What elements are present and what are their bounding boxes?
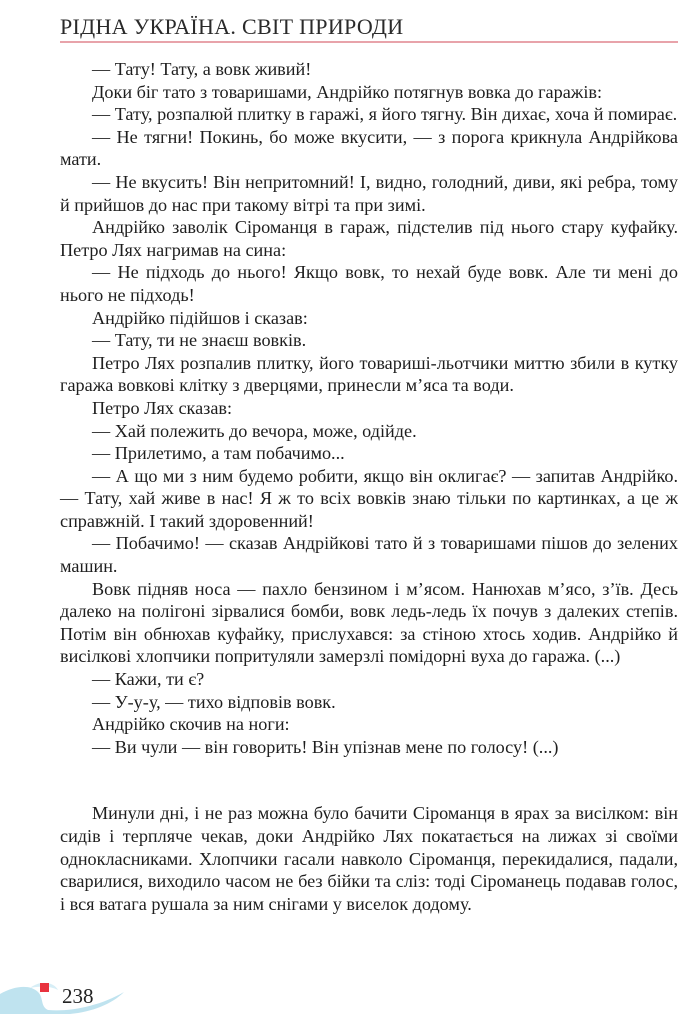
page-number: 238 [62, 984, 94, 1008]
paragraph: — Не вкусить! Він непритомний! І, видно, голодний, диви, які ребра, тому й прийшов до нас при такому вітрі та при зимі. [60, 171, 678, 215]
paragraph: — Не підходь до нього! Якщо вовк, то нехай буде вовк. Але ти мені до нього не підходь! [60, 262, 678, 305]
running-header [60, 14, 680, 42]
paragraph: Петро Лях сказав: [92, 397, 233, 418]
paragraph: — Тату, розпалюй плитку в гаражі, я його тягну. Він дихає, хоча й помирає. [92, 104, 678, 125]
paragraph: Вовк підняв носа — пахло бензином і м’ясом. Нанюхав м’ясо, з’їв. Десь далеко на полігоні зірвалися бомби, вовк ледь-ледь їх почув з далеких степів. Потім він обнюхав куфайку, прислухався: за стіною хтось ходив. Андрійко й висілкові хлопчики попритуляли замерзлі помідорні вуха до гаража. (...) [60, 578, 678, 667]
paragraph: — Тату, ти не знаєш вовків. [92, 330, 307, 351]
paragraph: Минули дні, і не раз можна було бачити Сіроманця в ярах за висілком: він сидів і терпляче чекав, доки Андрійко Лях покатається на лижах зі своїми однокласниками. Хлопчики гасали навколо Сіроманця, перекидалися, падали, сварилися, виходило часом не без бійки та сліз: тоді Сіроманець подавав голос, і вся ватага рушала за ним снігами у виселок додому. [60, 803, 678, 914]
paragraph: Андрійко підійшов і сказав: [92, 307, 308, 328]
page-marker [40, 983, 49, 992]
body-text [60, 58, 678, 915]
paragraph: — Хай полежить до вечора, може, одійде. [92, 420, 417, 441]
paragraph: — Прилетимо, а там побачимо... [92, 443, 345, 464]
paragraph: Андрійко скочив на ноги: [92, 714, 290, 735]
paragraph: Андрійко заволік Сіроманця в гараж, підстелив під нього стару куфайку. Петро Лях нагримав на сина: [60, 217, 678, 260]
paragraph: — Кажи, ти є? [92, 669, 205, 690]
header-title: РІДНА УКРАЇНА. СВІТ ПРИРОДИ [60, 14, 404, 39]
paragraph: — У-у-у, — тихо відповів вовк. [92, 691, 336, 712]
header-rule [60, 41, 678, 43]
paragraph: Петро Лях розпалив плитку, його товариші-льотчики миттю збили в кутку гаража вовкові клітку з дверцями, принесли м’яса та води. [60, 352, 678, 396]
paragraph: — Тату! Тату, а вовк живий! [92, 59, 312, 79]
paragraph: — А що ми з ним будемо робити, якщо він оклигає? — запитав Андрійко. — Тату, хай живе в нас! Я ж то всіх вовків знаю тільки по картинках, а це ж справжній. І такий здоровенний! [60, 465, 678, 531]
paragraph: Доки біг тато з товаришами, Андрійко потягнув вовка до гаражів: [92, 81, 603, 102]
paragraph: — Побачимо! — сказав Андрійкові тато й з товаришами пішов до зелених машин. [60, 533, 678, 577]
paragraph: — Ви чули — він говорить! Він упізнав мене по голосу! (...) [92, 736, 559, 757]
paragraph: — Не тягни! Покинь, бо може вкусити, — з порога крикнула Андрійкова мати. [60, 126, 678, 170]
